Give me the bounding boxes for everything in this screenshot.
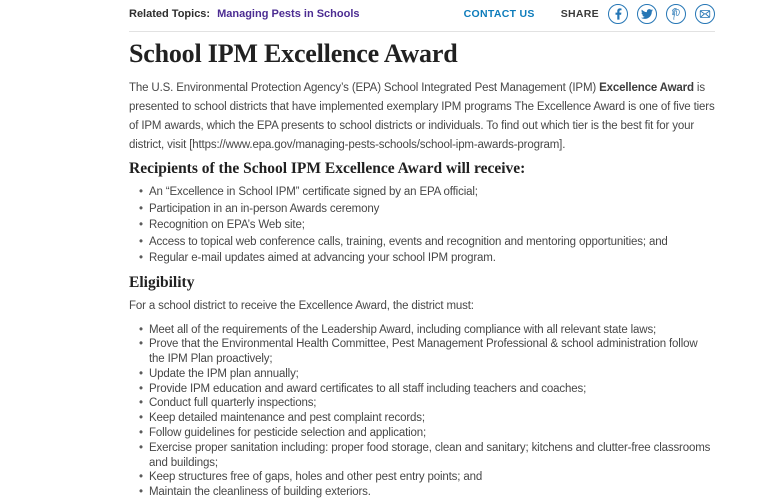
- list-item: • An “Excellence in School IPM” certificate signed by an EPA official;: [129, 185, 715, 201]
- share-label: SHARE: [561, 8, 599, 20]
- twitter-icon: [641, 8, 653, 20]
- topbar-actions: [464, 4, 715, 24]
- facebook-share-button[interactable]: [608, 4, 628, 24]
- pinterest-share-button[interactable]: [666, 4, 686, 24]
- divider: [129, 31, 715, 32]
- intro-paragraph: [129, 79, 715, 155]
- list-item: • Participation in an in-person Awards ceremony: [129, 202, 715, 218]
- facebook-icon: [615, 8, 622, 20]
- list-item: • Provide IPM education and award certificates to all staff including teachers and coaches;: [129, 382, 715, 397]
- eligibility-heading: Eligibility: [129, 273, 715, 292]
- list-item: • Regular e-mail updates aimed at advancing your school IPM program.: [129, 251, 715, 267]
- list-item: • Access to topical web conference calls, training, events and recognition and mentoring opportunities; and: [129, 235, 715, 251]
- content-area: [129, 0, 715, 500]
- topbar: [129, 0, 715, 24]
- list-item: • Conduct full quarterly inspections;: [129, 396, 715, 411]
- contact-us-link[interactable]: CONTACT US: [464, 8, 535, 20]
- intro-text-pre: The U.S. Environmental Protection Agency’s (EPA) School Integrated Pest Management (IPM): [129, 82, 599, 94]
- eligibility-intro: For a school district to receive the Excellence Award, the district must:: [129, 299, 715, 314]
- related-topics: [129, 8, 360, 20]
- intro-text-post: is presented to school districts that have implemented exemplary IPM programs The Excellence Award is one of five tiers of IPM awards, which the EPA presents to school districts or individuals. To find out which tier is the best fit for your district, visit [https://www.epa.gov/managing-pests-schools/school-ipm-awards-program].: [129, 82, 715, 151]
- intro-text-bold: Excellence Award: [599, 82, 694, 94]
- list-item: • Recognition on EPA’s Web site;: [129, 218, 715, 234]
- list-item: • Keep structures free of gaps, holes and other pest entry points; and: [129, 470, 715, 485]
- recipients-heading: Recipients of the School IPM Excellence Award will receive:: [129, 159, 715, 178]
- email-share-button[interactable]: [695, 4, 715, 24]
- twitter-share-button[interactable]: [637, 4, 657, 24]
- recipients-list: [129, 185, 715, 267]
- list-item: • Update the IPM plan annually;: [129, 367, 715, 382]
- list-item: • Maintain the cleanliness of building exteriors.: [129, 485, 715, 500]
- page-title: School IPM Excellence Award: [129, 39, 715, 68]
- related-topics-link[interactable]: Managing Pests in Schools: [217, 8, 359, 20]
- list-item: • Exercise proper sanitation including: proper food storage, clean and sanitary; kitchens and clutter-free classrooms and buildings;: [129, 441, 715, 471]
- list-item: • Keep detailed maintenance and pest complaint records;: [129, 411, 715, 426]
- pinterest-icon: [672, 8, 681, 20]
- eligibility-list: [129, 323, 715, 500]
- related-topics-label: Related Topics:: [129, 8, 210, 20]
- list-item: • Meet all of the requirements of the Leadership Award, including compliance with all relevant state laws;: [129, 323, 715, 338]
- list-item: • Prove that the Environmental Health Committee, Pest Management Professional & school administration follow the IPM Plan proactively;: [129, 337, 715, 367]
- share-icon-row: [608, 4, 715, 24]
- list-item: • Follow guidelines for pesticide selection and application;: [129, 426, 715, 441]
- email-icon: [699, 8, 711, 20]
